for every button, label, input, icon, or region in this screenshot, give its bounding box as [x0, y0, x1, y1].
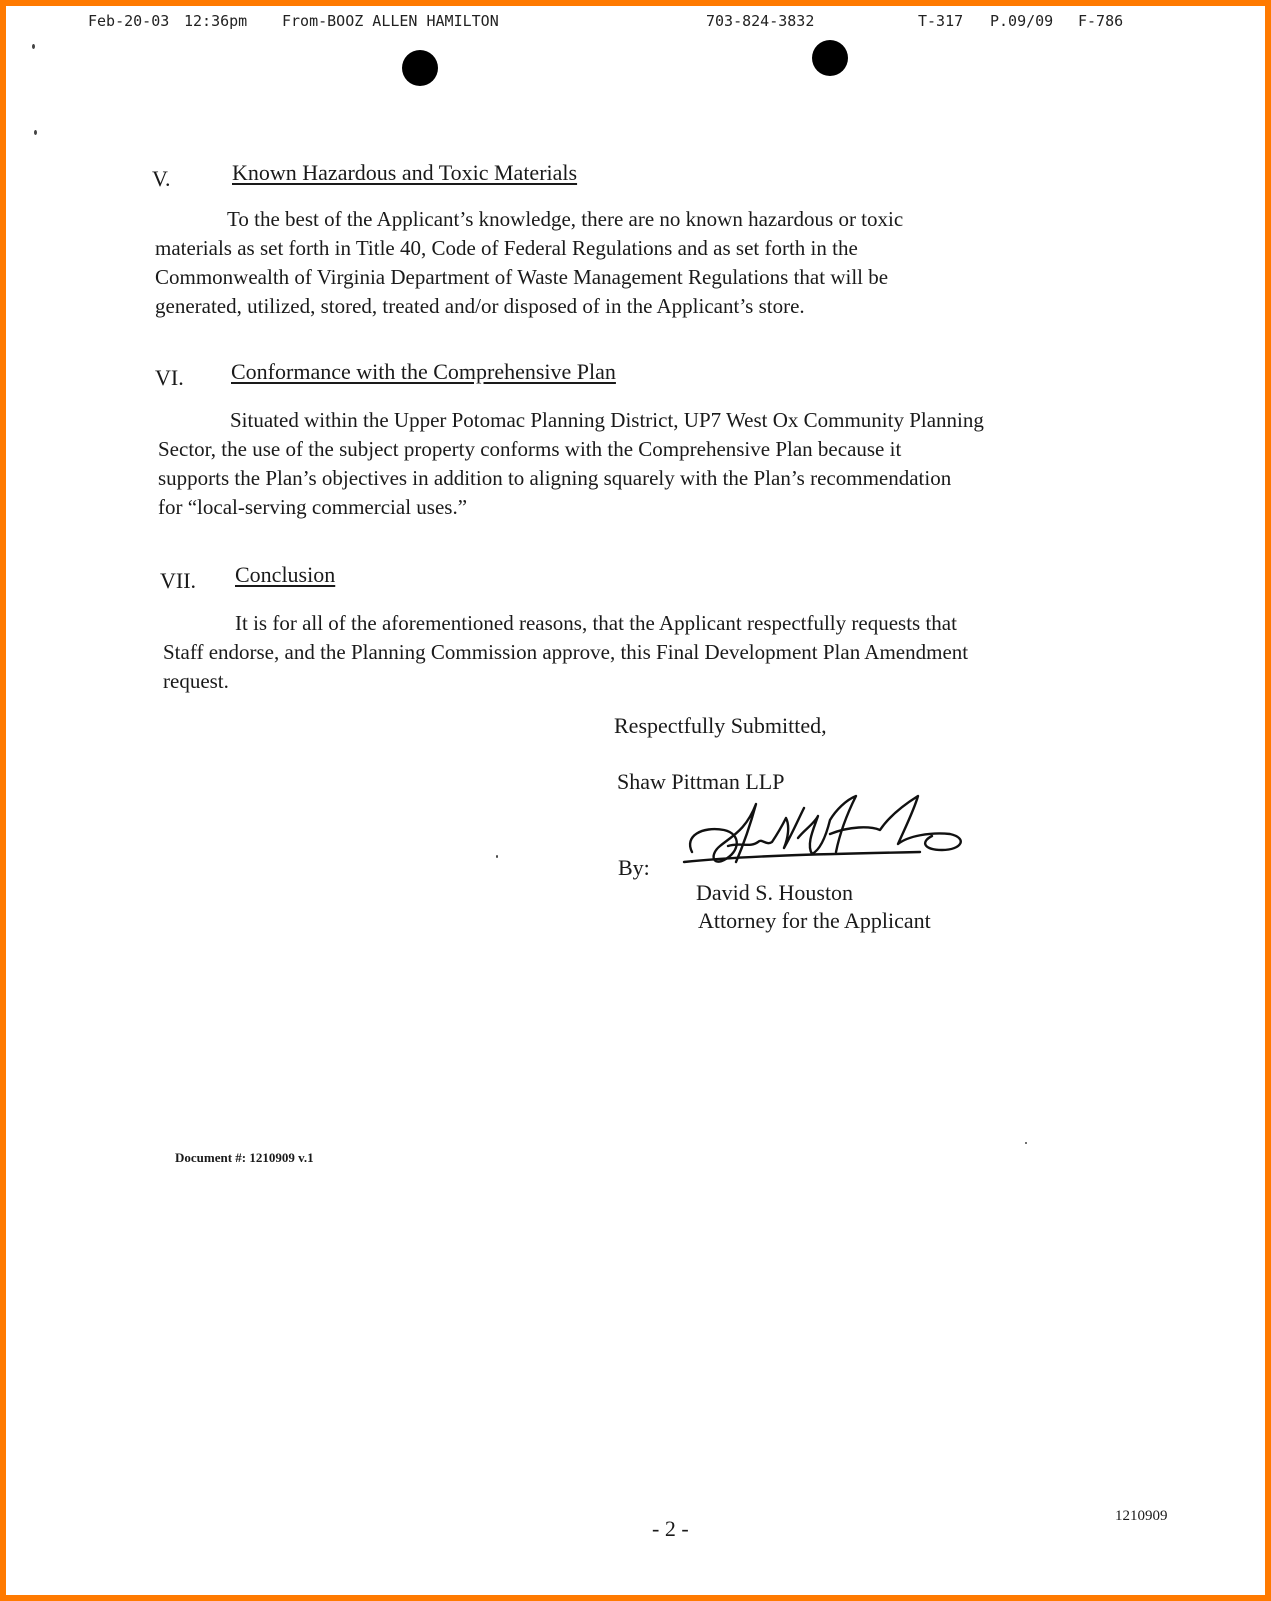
scan-speck	[496, 855, 498, 858]
scan-speck	[34, 130, 37, 135]
scan-speck	[1025, 1142, 1027, 1144]
section-title: Conclusion	[235, 562, 336, 587]
closing-salutation: Respectfully Submitted,	[614, 713, 827, 738]
section-body-vii	[163, 609, 968, 696]
fax-date: Feb-20-03	[88, 12, 170, 30]
handwritten-signature	[680, 790, 990, 890]
body-line: Staff endorse, and the Planning Commission approve, this Final Development Plan Amendment	[163, 640, 969, 664]
firm-name: Shaw Pittman LLP	[617, 769, 785, 794]
body-line: request.	[163, 669, 229, 693]
document-number: Document #: 1210909 v.1	[175, 1150, 314, 1165]
body-line: It is for all of the aforementioned reasons, that the Applicant respectfully requests that	[235, 611, 957, 635]
body-line: Sector, the use of the subject property conforms with the Comprehensive Plan because it	[158, 437, 902, 461]
signer-name: David S. Houston	[696, 880, 854, 905]
hole-punch-mark	[402, 50, 438, 86]
signer-title: Attorney for the Applicant	[698, 908, 931, 933]
section-number: V.	[152, 166, 171, 191]
body-line: generated, utilized, stored, treated and/or disposed of in the Applicant’s store.	[155, 294, 805, 318]
fax-page-count: P.09/09	[990, 12, 1054, 30]
fax-phone: 703-824-3832	[706, 12, 815, 30]
fax-transmission-id: T-317	[918, 12, 964, 30]
body-line: materials as set forth in Title 40, Code of Federal Regulations and as set forth in the	[155, 236, 858, 260]
fax-from: From-BOOZ ALLEN HAMILTON	[282, 12, 499, 30]
section-body-vi	[158, 406, 984, 522]
body-line: To the best of the Applicant’s knowledge, there are no known hazardous or toxic	[227, 207, 904, 231]
section-number: VI.	[155, 365, 184, 390]
fax-header	[0, 12, 1271, 36]
section-title: Known Hazardous and Toxic Materials	[232, 160, 578, 185]
page-number: - 2 -	[652, 1516, 689, 1541]
section-body-v	[155, 205, 903, 321]
by-label: By:	[618, 855, 650, 880]
hole-punch-mark	[812, 40, 848, 76]
body-line: supports the Plan’s objectives in addition to aligning squarely with the Plan’s recommendation	[158, 466, 952, 490]
fax-time: 12:36pm	[184, 12, 248, 30]
scan-speck	[32, 44, 35, 49]
fax-form-id: F-786	[1078, 12, 1124, 30]
page-document-id: 1210909	[1115, 1508, 1168, 1524]
section-title: Conformance with the Comprehensive Plan	[231, 359, 616, 384]
body-line: for “local-serving commercial uses.”	[158, 495, 468, 519]
body-line: Situated within the Upper Potomac Planning District, UP7 West Ox Community Planning	[230, 408, 984, 432]
section-number: VII.	[160, 568, 197, 593]
body-line: Commonwealth of Virginia Department of Waste Management Regulations that will be	[155, 265, 889, 289]
